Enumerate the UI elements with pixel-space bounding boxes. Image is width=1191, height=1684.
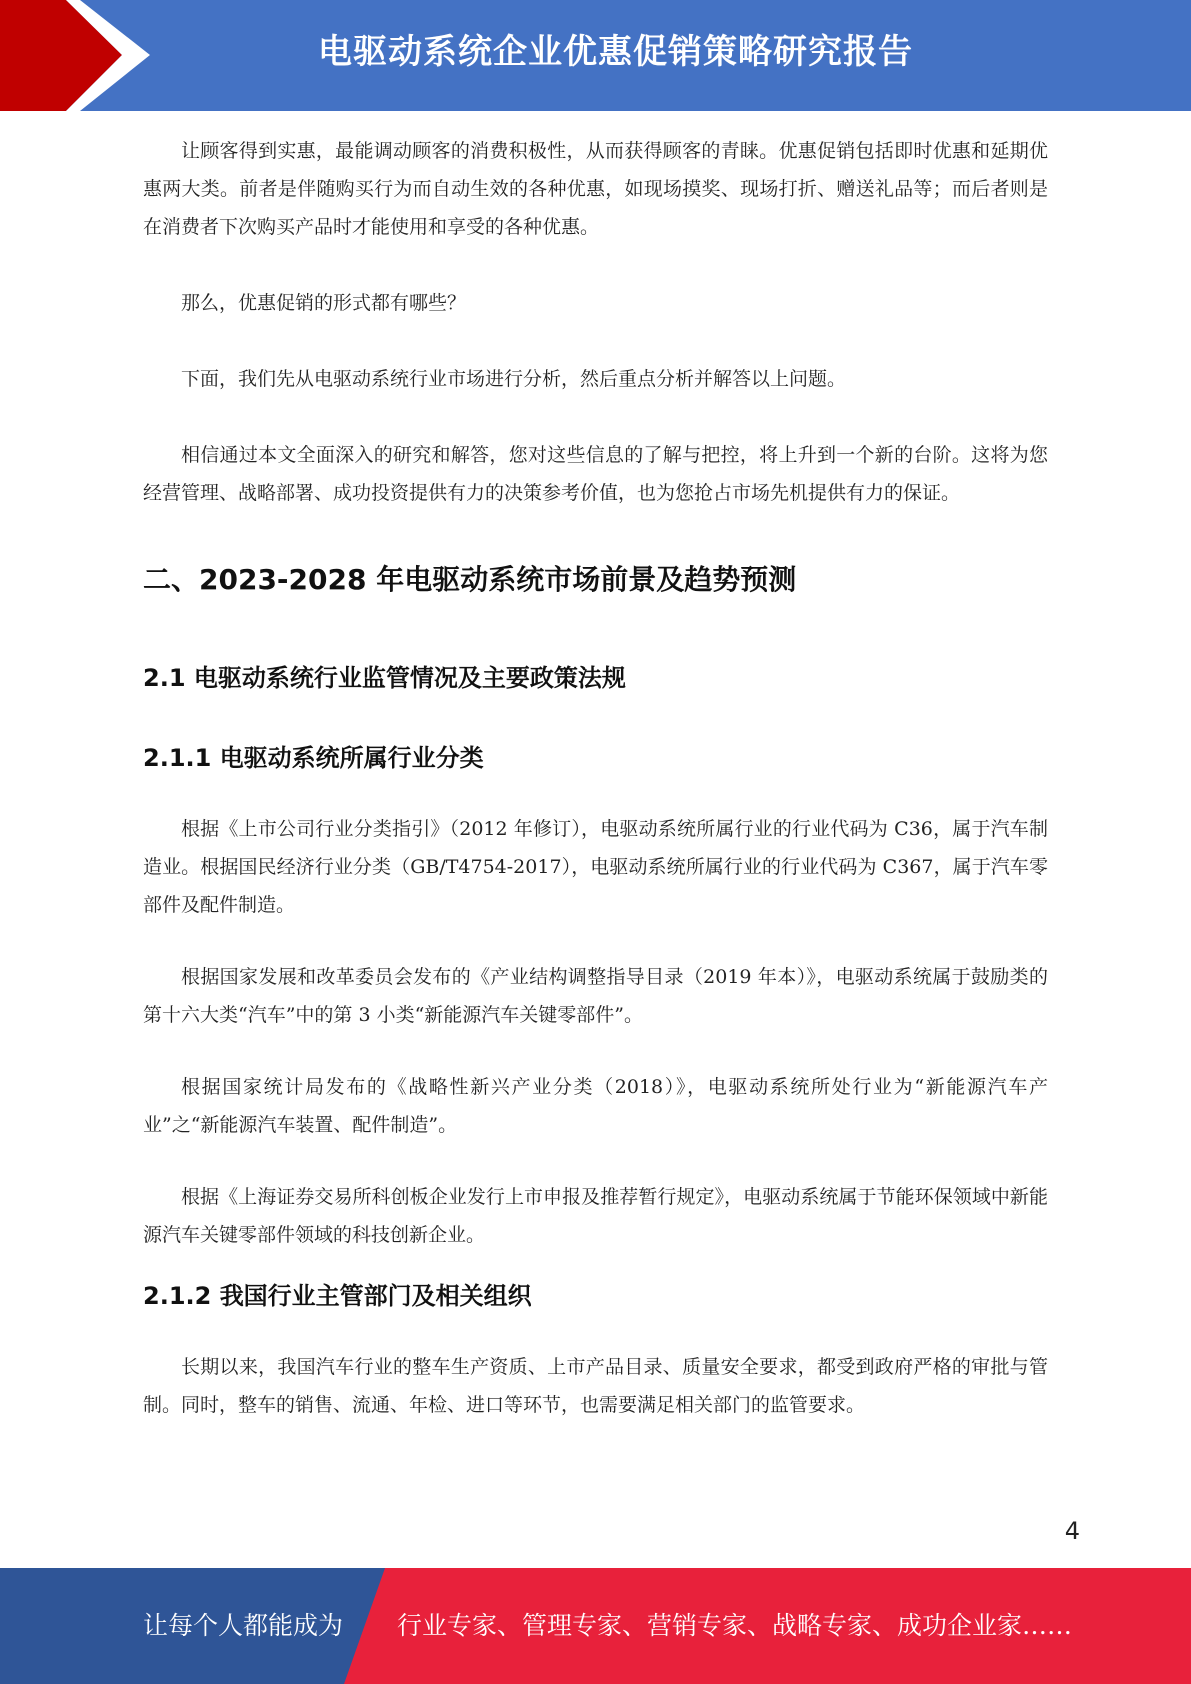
paragraph-2-1-1-b: 根据国家发展和改革委员会发布的《产业结构调整指导目录（2019 年本）》，电驱动系统属于鼓励类的第十六大类“汽车”中的第 3 小类“新能源汽车关键零部件”。: [143, 966, 1048, 1026]
footer-slogan-right: 行业专家、管理专家、营销专家、战略专家、成功企业家……: [397, 1611, 1073, 1640]
intro-paragraph-2: 那么，优惠促销的形式都有哪些？: [181, 292, 467, 314]
footer-slogan-left: 让每个人都能成为: [143, 1611, 344, 1640]
section-heading-2-1-2: 2.1.2 我国行业主管部门及相关组织: [143, 1282, 532, 1310]
header-title: 电驱动系统企业优惠促销策略研究报告: [318, 32, 913, 72]
section-heading-2-1-1: 2.1.1 电驱动系统所属行业分类: [143, 744, 484, 772]
paragraph-2-1-1-a: 根据《上市公司行业分类指引》（2012 年修订），电驱动系统所属行业的行业代码为 C36，属于汽车制造业。根据国民经济行业分类（GB/T4754-2017），电驱动系统所属行业的行业代码为 C367，属于汽车零部件及配件制造。: [143, 818, 1048, 916]
paragraph-2-1-2-a: 长期以来，我国汽车行业的整车生产资质、上市产品目录、质量安全要求，都受到政府严格的审批与管制。同时，整车的销售、流通、年检、进口等环节，也需要满足相关部门的监管要求。: [143, 1356, 1048, 1416]
document-body: [143, 132, 1048, 1424]
paragraph-2-1-1-c: 根据国家统计局发布的《战略性新兴产业分类（2018）》，电驱动系统所处行业为“新能源汽车产业”之“新能源汽车装置、配件制造”。: [143, 1076, 1048, 1136]
page-header: [0, 0, 1191, 111]
page-number: 4: [1064, 1517, 1080, 1545]
intro-paragraph-4: 相信通过本文全面深入的研究和解答，您对这些信息的了解与把控，将上升到一个新的台阶。这将为您经营管理、战略部署、成功投资提供有力的决策参考价值，也为您抢占市场先机提供有力的保证。: [143, 444, 1048, 504]
intro-paragraph-3: 下面，我们先从电驱动系统行业市场进行分析，然后重点分析并解答以上问题。: [181, 368, 847, 390]
page-footer: [0, 1568, 1191, 1684]
paragraph-2-1-1-d: 根据《上海证券交易所科创板企业发行上市申报及推荐暂行规定》，电驱动系统属于节能环保领域中新能源汽车关键零部件领域的科技创新企业。: [143, 1186, 1048, 1246]
section-heading-2: 二、2023-2028 年电驱动系统市场前景及趋势预测: [143, 563, 797, 596]
intro-paragraph-1: 让顾客得到实惠，最能调动顾客的消费积极性，从而获得顾客的青睐。优惠促销包括即时优惠和延期优惠两大类。前者是伴随购买行为而自动生效的各种优惠，如现场摸奖、现场打折、赠送礼品等；而后者则是在消费者下次购买产品时才能使用和享受的各种优惠。: [143, 140, 1048, 238]
section-heading-2-1: 2.1 电驱动系统行业监管情况及主要政策法规: [143, 664, 626, 692]
